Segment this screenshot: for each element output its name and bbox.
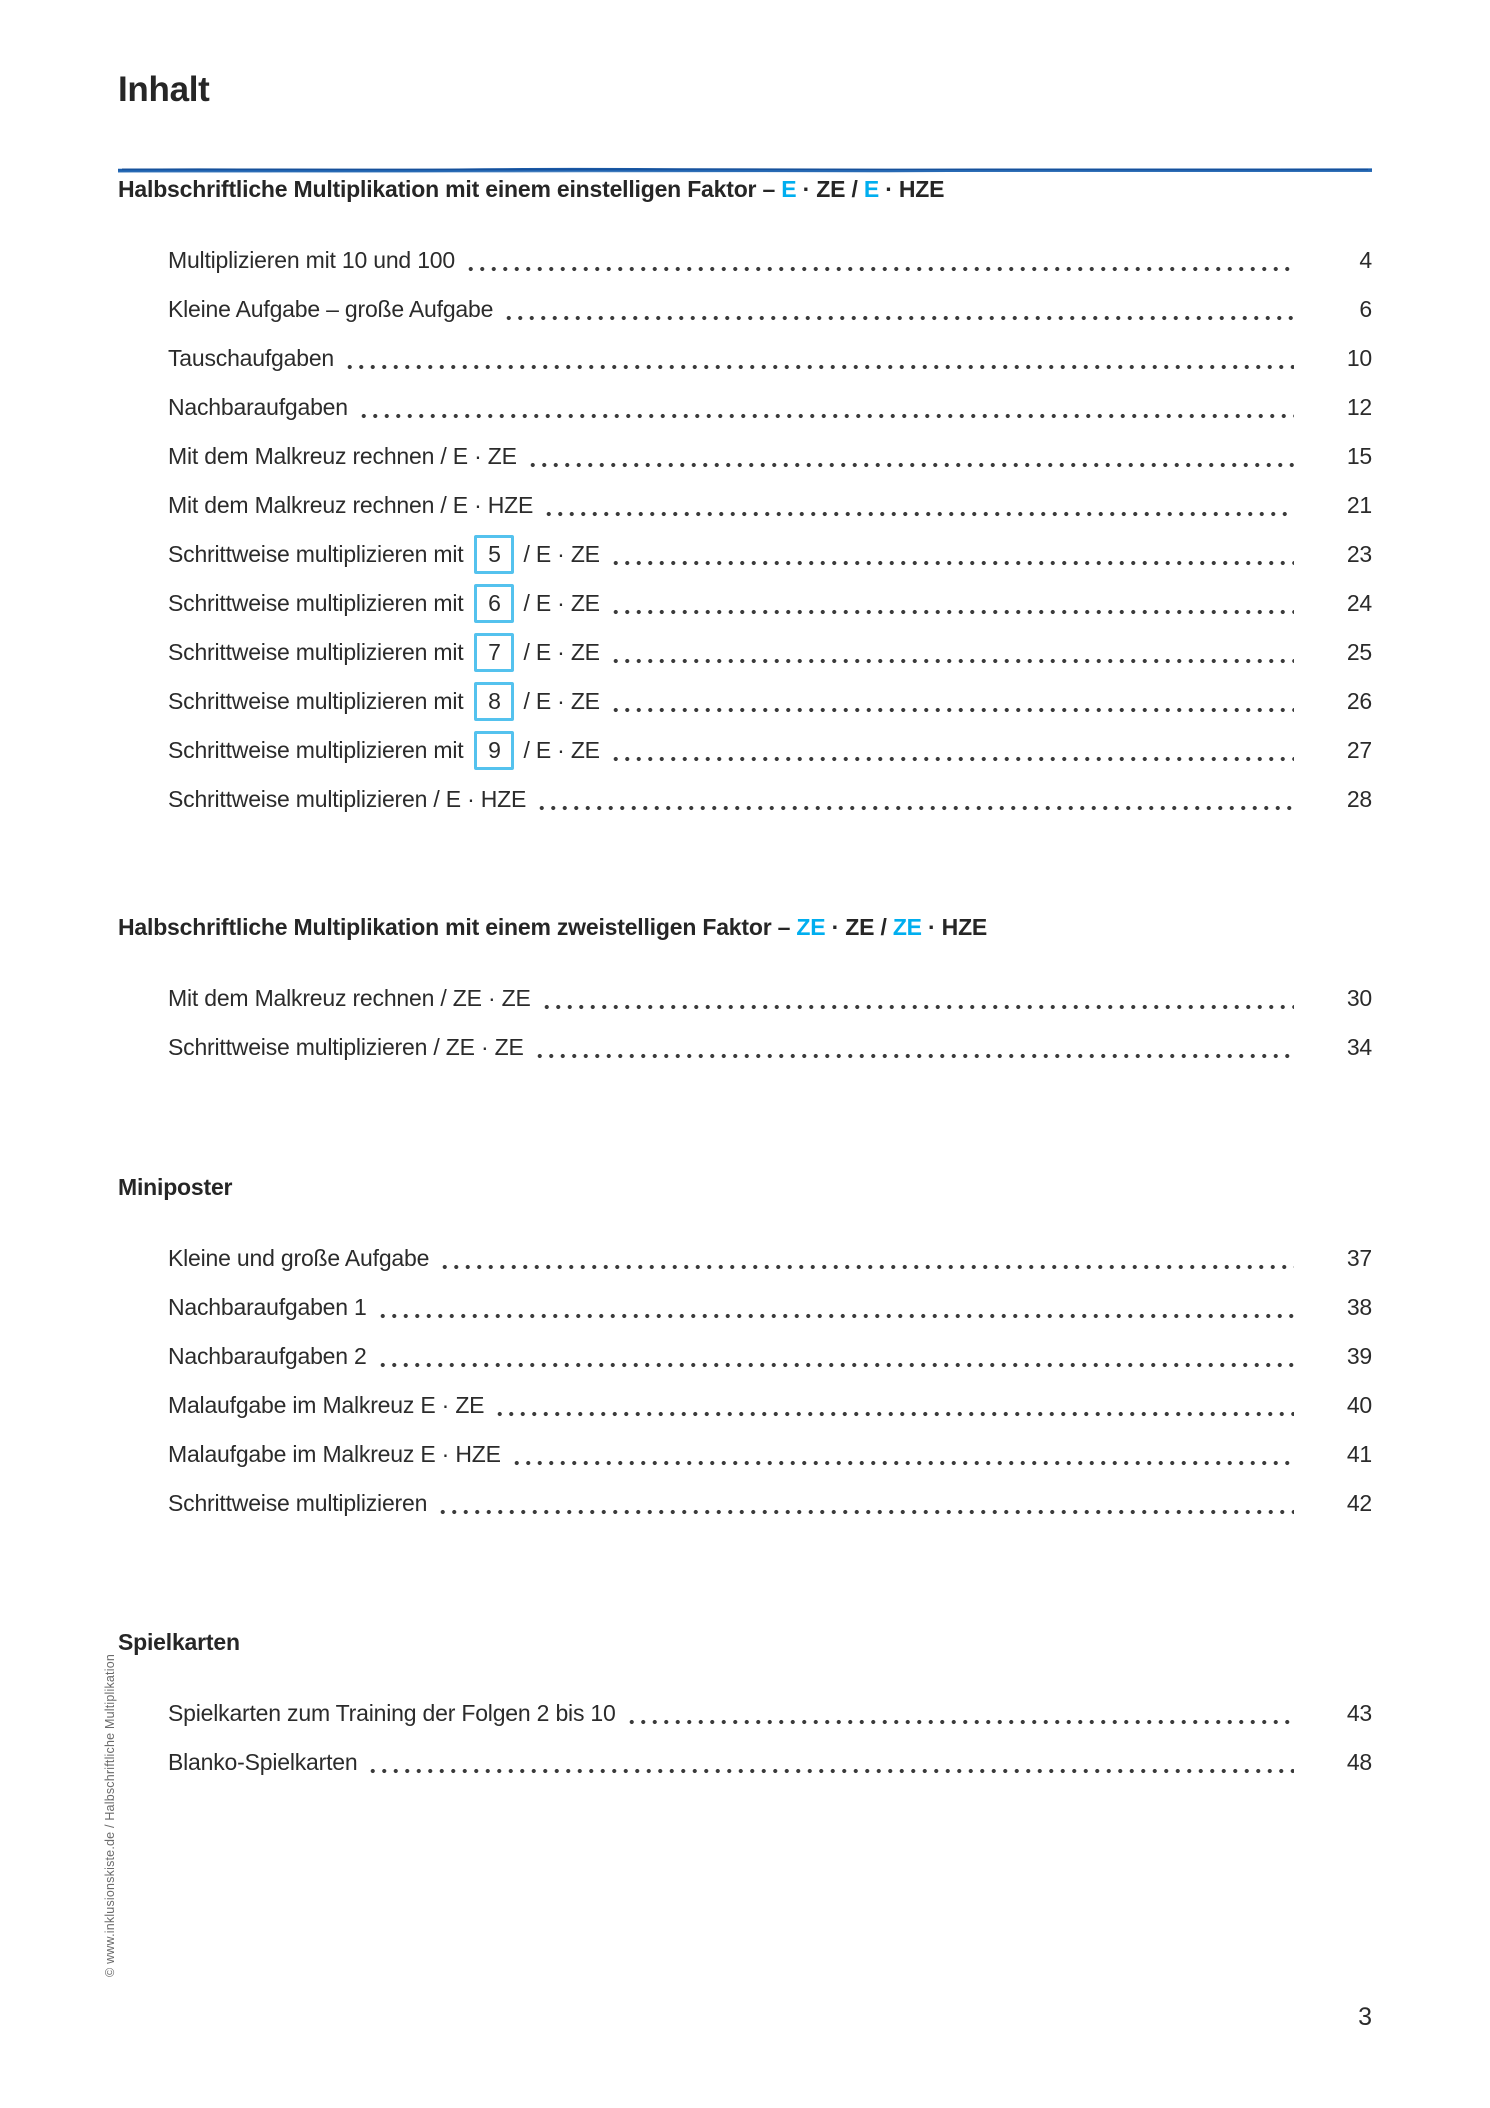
toc-entry-text: Malaufgabe im Malkreuz E · HZE [168,1441,501,1467]
toc-page-number: 15 [1346,443,1372,469]
toc-page [118,72,1372,1787]
toc-page-number: 48 [1346,1749,1372,1775]
toc-item-list [118,1234,1372,1528]
toc-page-number: 28 [1346,786,1372,812]
toc-entry-text: Nachbaraufgaben 1 [168,1294,367,1320]
heading-text: · ZE / [825,914,893,940]
dot-leader [358,383,1294,432]
dot-leader [511,1430,1294,1479]
toc-entry-label [168,247,455,274]
toc-entry [118,974,1372,1023]
section-heading [118,174,1372,204]
heading-accent-text: ZE [892,914,922,940]
toc-entry-text: Spielkarten zum Training der Folgen 2 bis 10 [168,1700,616,1726]
toc-entry-text-suffix: / E · ZE [523,688,600,714]
toc-entry [118,677,1372,726]
toc-entry-text: Schrittweise multiplizieren / E · HZE [168,786,527,812]
toc-entry [118,383,1372,432]
toc-entry [118,334,1372,383]
toc-entry [118,1381,1372,1430]
toc-page-number: 30 [1346,985,1372,1011]
toc-entry [118,726,1372,775]
dot-leader [543,481,1294,530]
toc-page-number: 43 [1346,1700,1372,1726]
toc-entry [118,1283,1372,1332]
toc-sections [118,174,1372,1787]
toc-page-number: 21 [1346,492,1372,518]
toc-page-number: 12 [1346,394,1372,420]
toc-entry-label [168,1343,367,1370]
toc-entry-text: Schrittweise multiplizieren mit [168,541,464,567]
boxed-digit: 9 [474,731,514,770]
toc-entry-label [168,1700,616,1727]
heading-accent-text: ZE [796,914,826,940]
toc-entry-label [168,1749,357,1776]
toc-entry-text: Malaufgabe im Malkreuz E · ZE [168,1392,485,1418]
toc-entry-text-suffix: / E · ZE [523,737,600,763]
boxed-digit: 8 [474,682,514,721]
toc-entry-text: Nachbaraufgaben [168,394,348,420]
dot-leader [377,1283,1294,1332]
boxed-digit: 7 [474,633,514,672]
dot-leader [610,726,1294,775]
dot-leader [439,1234,1294,1283]
toc-entry [118,285,1372,334]
toc-entry-label [168,633,600,672]
toc-entry-text: Nachbaraufgaben 2 [168,1343,367,1369]
toc-page-number: 25 [1346,639,1372,665]
toc-entry [118,481,1372,530]
heading-text: · ZE / [796,176,864,202]
toc-page-number: 39 [1346,1343,1372,1369]
dot-leader [494,1381,1294,1430]
toc-section [118,174,1372,824]
toc-entry [118,432,1372,481]
boxed-digit: 6 [474,584,514,623]
dot-leader [527,432,1294,481]
dot-leader [610,628,1294,677]
toc-entry-text-suffix: / E · ZE [523,541,600,567]
section-heading [118,912,1372,942]
dot-leader [534,1023,1294,1072]
toc-entry-label [168,985,531,1012]
toc-section [118,912,1372,1072]
toc-item-list [118,974,1372,1072]
heading-text: Halbschriftliche Multiplikation mit einem zweistelligen Faktor – [118,914,797,940]
toc-entry-label [168,296,493,323]
dot-leader [610,677,1294,726]
heading-text: Halbschriftliche Multiplikation mit einem einstelligen Faktor – [118,176,782,202]
toc-entry-label [168,786,526,813]
toc-entry-text: Mit dem Malkreuz rechnen / E · HZE [168,492,534,518]
toc-entry-label [168,1245,429,1272]
section-heading [118,1172,1372,1202]
toc-entry-label [168,1392,484,1419]
heading-text: · HZE [921,914,988,940]
toc-entry-text: Mit dem Malkreuz rechnen / ZE · ZE [168,985,531,1011]
heading-accent-text: E [781,176,797,202]
copyright-sidenote: © www.inklusionskiste.de / Halbschriftliche Multiplikation [103,1653,117,1977]
toc-entry-text: Schrittweise multiplizieren / ZE · ZE [168,1034,524,1060]
toc-entry-label [168,1294,367,1321]
toc-page-number: 4 [1359,247,1372,273]
footer-page-number: 3 [1358,2003,1372,2031]
toc-page-number: 26 [1346,688,1372,714]
toc-entry [118,1332,1372,1381]
heading-text: Miniposter [118,1174,233,1200]
page-title: Inhalt [118,70,210,109]
toc-entry-text: Blanko-Spielkarten [168,1749,358,1775]
toc-entry [118,1479,1372,1528]
boxed-digit: 5 [474,535,514,574]
toc-page-number: 6 [1359,296,1372,322]
toc-page-number: 37 [1346,1245,1372,1271]
toc-entry-label [168,345,334,372]
toc-section [118,1627,1372,1787]
toc-item-list [118,236,1372,824]
toc-page-number: 42 [1346,1490,1372,1516]
toc-page-number: 40 [1346,1392,1372,1418]
toc-entry [118,775,1372,824]
toc-entry-label [168,584,600,623]
toc-entry [118,530,1372,579]
toc-entry-label [168,492,533,519]
toc-entry-label [168,535,600,574]
dot-leader [536,775,1294,824]
section-heading [118,1627,1372,1657]
heading-text: Spielkarten [118,1629,240,1655]
toc-entry-text: Multiplizieren mit 10 und 100 [168,247,455,273]
toc-entry-label [168,731,600,770]
toc-page-number: 38 [1346,1294,1372,1320]
dot-leader [610,579,1294,628]
dot-leader [377,1332,1294,1381]
toc-entry [118,628,1372,677]
toc-section [118,1172,1372,1528]
toc-entry-text: Schrittweise multiplizieren mit [168,737,464,763]
dot-leader [437,1479,1294,1528]
toc-item-list [118,1689,1372,1787]
toc-entry-label [168,1490,427,1517]
toc-page-number: 10 [1346,345,1372,371]
toc-entry [118,1023,1372,1072]
toc-page-number: 24 [1346,590,1372,616]
toc-entry [118,236,1372,285]
toc-entry-text: Kleine und große Aufgabe [168,1245,430,1271]
toc-page-number: 23 [1346,541,1372,567]
toc-entry-text: Tauschaufgaben [168,345,335,371]
toc-entry-text: Kleine Aufgabe – große Aufgabe [168,296,494,322]
dot-leader [626,1689,1294,1738]
toc-entry-text: Schrittweise multiplizieren [168,1490,428,1516]
dot-leader [503,285,1294,334]
dot-leader [344,334,1294,383]
toc-entry-label [168,443,517,470]
heading-accent-text: E [863,176,879,202]
toc-entry-text-suffix: / E · ZE [523,590,600,616]
toc-entry [118,579,1372,628]
dot-leader [367,1738,1294,1787]
toc-entry [118,1689,1372,1738]
heading-text: · HZE [879,176,945,202]
toc-entry-label [168,1034,524,1061]
toc-page-number: 27 [1346,737,1372,763]
toc-entry [118,1738,1372,1787]
dot-leader [465,236,1294,285]
toc-page-number: 41 [1346,1441,1372,1467]
toc-page-number: 34 [1346,1034,1372,1060]
toc-entry [118,1430,1372,1479]
toc-entry-text: Mit dem Malkreuz rechnen / E · ZE [168,443,517,469]
toc-entry-text: Schrittweise multiplizieren mit [168,590,464,616]
toc-entry-label [168,394,348,421]
toc-entry-text: Schrittweise multiplizieren mit [168,639,464,665]
toc-entry-label [168,682,600,721]
dot-leader [541,974,1294,1023]
toc-entry-label [168,1441,501,1468]
toc-entry-text-suffix: / E · ZE [523,639,600,665]
title-underline [118,166,1372,174]
toc-entry [118,1234,1372,1283]
dot-leader [610,530,1294,579]
toc-entry-text: Schrittweise multiplizieren mit [168,688,464,714]
